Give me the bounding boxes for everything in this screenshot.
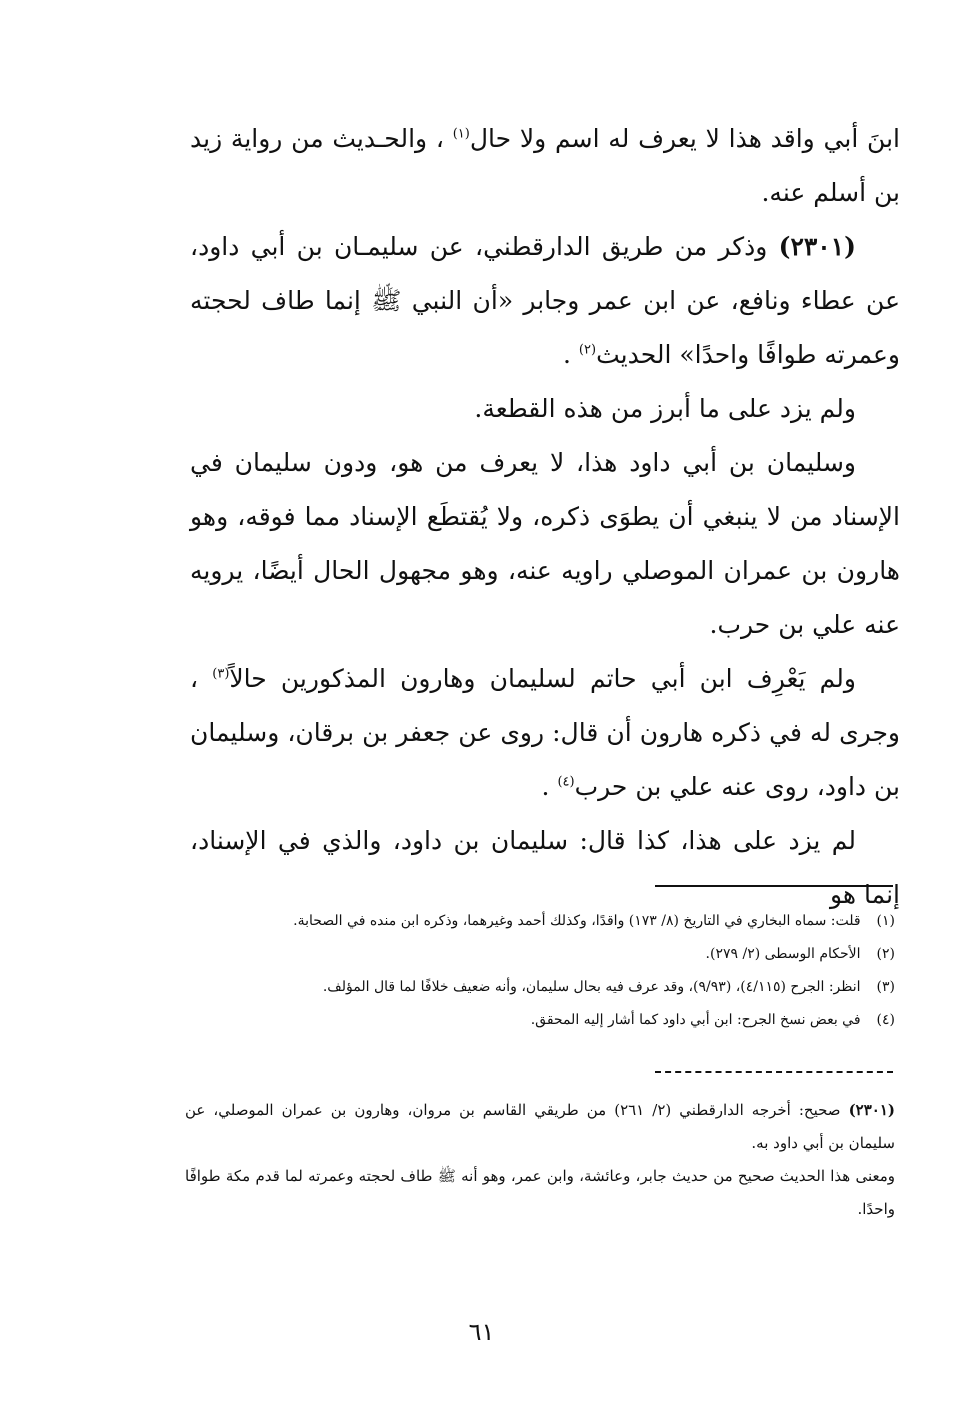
footnote-item bbox=[185, 971, 895, 1004]
footnote-item bbox=[185, 905, 895, 938]
paragraph-2-text: وذكر من طريق الدارقطني، عن سليمـان بن أبي داود، عن عطاء ونافع، عن ابن عمر وجابر «أن النبي ﷺ إنما طاف لحجته وعمرته طوافًا واحدًا» الحديث bbox=[190, 232, 900, 369]
page-number: ٦١ bbox=[468, 1318, 495, 1346]
paragraph-1-text: ابنَ أبي واقد هذا لا يعرف له اسم ولا حال bbox=[469, 124, 900, 153]
hadith-number: (٢٣٠١) bbox=[778, 232, 857, 261]
takhrij-separator bbox=[655, 1071, 893, 1073]
paragraph-5-rest: ، وجرى له في ذكره هارون أن قال: روى عن جعفر بن برقان، وسليمان بن داود، روى عنه علي بن حرب bbox=[190, 664, 900, 801]
paragraph-1-rest: ، والحـديث من رواية زيد بن أسلم عنه. bbox=[190, 124, 900, 207]
footnote-ref-3: (٣) bbox=[212, 666, 230, 682]
footnote-text: في بعض نسخ الجرح: ابن أبي داود كما أشار إليه المحقق. bbox=[530, 1012, 861, 1028]
footnote-ref-2: (٢) bbox=[578, 342, 597, 358]
paragraph-2 bbox=[190, 220, 900, 382]
paragraph-6: لم يزد على هذا، كذا قال: سليمان بن داود، والذي في الإسناد، إنما هو bbox=[190, 826, 900, 909]
main-text bbox=[190, 112, 900, 922]
takhrij-section bbox=[185, 1094, 895, 1226]
paragraph-3: ولم يزد على ما أبرز من هذه القطعة. bbox=[474, 394, 856, 423]
takhrij-line-1 bbox=[185, 1094, 895, 1160]
footnote-ref-1: (١) bbox=[452, 126, 470, 142]
footnote-number: (١) bbox=[876, 913, 895, 929]
paragraph-5-end: . bbox=[541, 772, 550, 801]
paragraph-2-rest: . bbox=[563, 340, 571, 369]
takhrij-text-1: صحيح: أخرجه الدارقطني (٢/ ٢٦١) من طريقي القاسم بن مروان، وهارون بن عمران الموصلي، عن سليمان بن أبي داود به. bbox=[185, 1101, 895, 1152]
footnote-text: قلت: سماه البخاري في التاريخ (٨/ ١٧٣) واقدًا، وكذلك أحمد وغيرهما، وذكره ابن منده في الصحابة. bbox=[293, 913, 861, 929]
paragraph-5-text: ولم يَعْرِف ابن أبي حاتم لسليمان وهارون المذكورين حالاً bbox=[229, 664, 856, 693]
takhrij-number: (٢٣٠١) bbox=[848, 1101, 896, 1119]
footnote-item bbox=[185, 1004, 895, 1037]
footnote-text: انظر: الجرح (٤/١١٥)، (٩/٩٣)، وقد عرف فيه بحال سليمان، وأنه ضعيف خلافًا لما قال المؤلف. bbox=[322, 979, 861, 995]
footnote-number: (٤) bbox=[876, 1012, 895, 1028]
footnote-separator bbox=[655, 885, 893, 887]
footnote-item bbox=[185, 938, 895, 971]
footnote-number: (٣) bbox=[876, 979, 895, 995]
paragraph-1 bbox=[190, 112, 900, 220]
footnotes bbox=[185, 905, 895, 1037]
takhrij-line-2: ومعنى هذا الحديث صحيح من حديث جابر، وعائشة، وابن عمر، وهو أنه ﷺ طاف لحجته وعمرته لما قدم مكة طوافًا واحدًا. bbox=[185, 1167, 895, 1218]
footnote-ref-4: (٤) bbox=[557, 774, 575, 790]
footnote-number: (٢) bbox=[876, 946, 895, 962]
paragraph-5 bbox=[190, 652, 900, 814]
footnote-text: الأحكام الوسطى (٢/ ٢٧٩). bbox=[705, 946, 861, 962]
paragraph-4: وسليمان بن أبي داود هذا، لا يعرف من هو، ودون سليمان في الإسناد من لا ينبغي أن يطوَى ذكره، ولا يُقتطَع الإسناد مما فوقه، وهو هارون بن عمران الموصلي راويه عنه، وهو مجهول الحال أيضًا، يرويه عنه علي بن حرب. bbox=[190, 448, 900, 639]
